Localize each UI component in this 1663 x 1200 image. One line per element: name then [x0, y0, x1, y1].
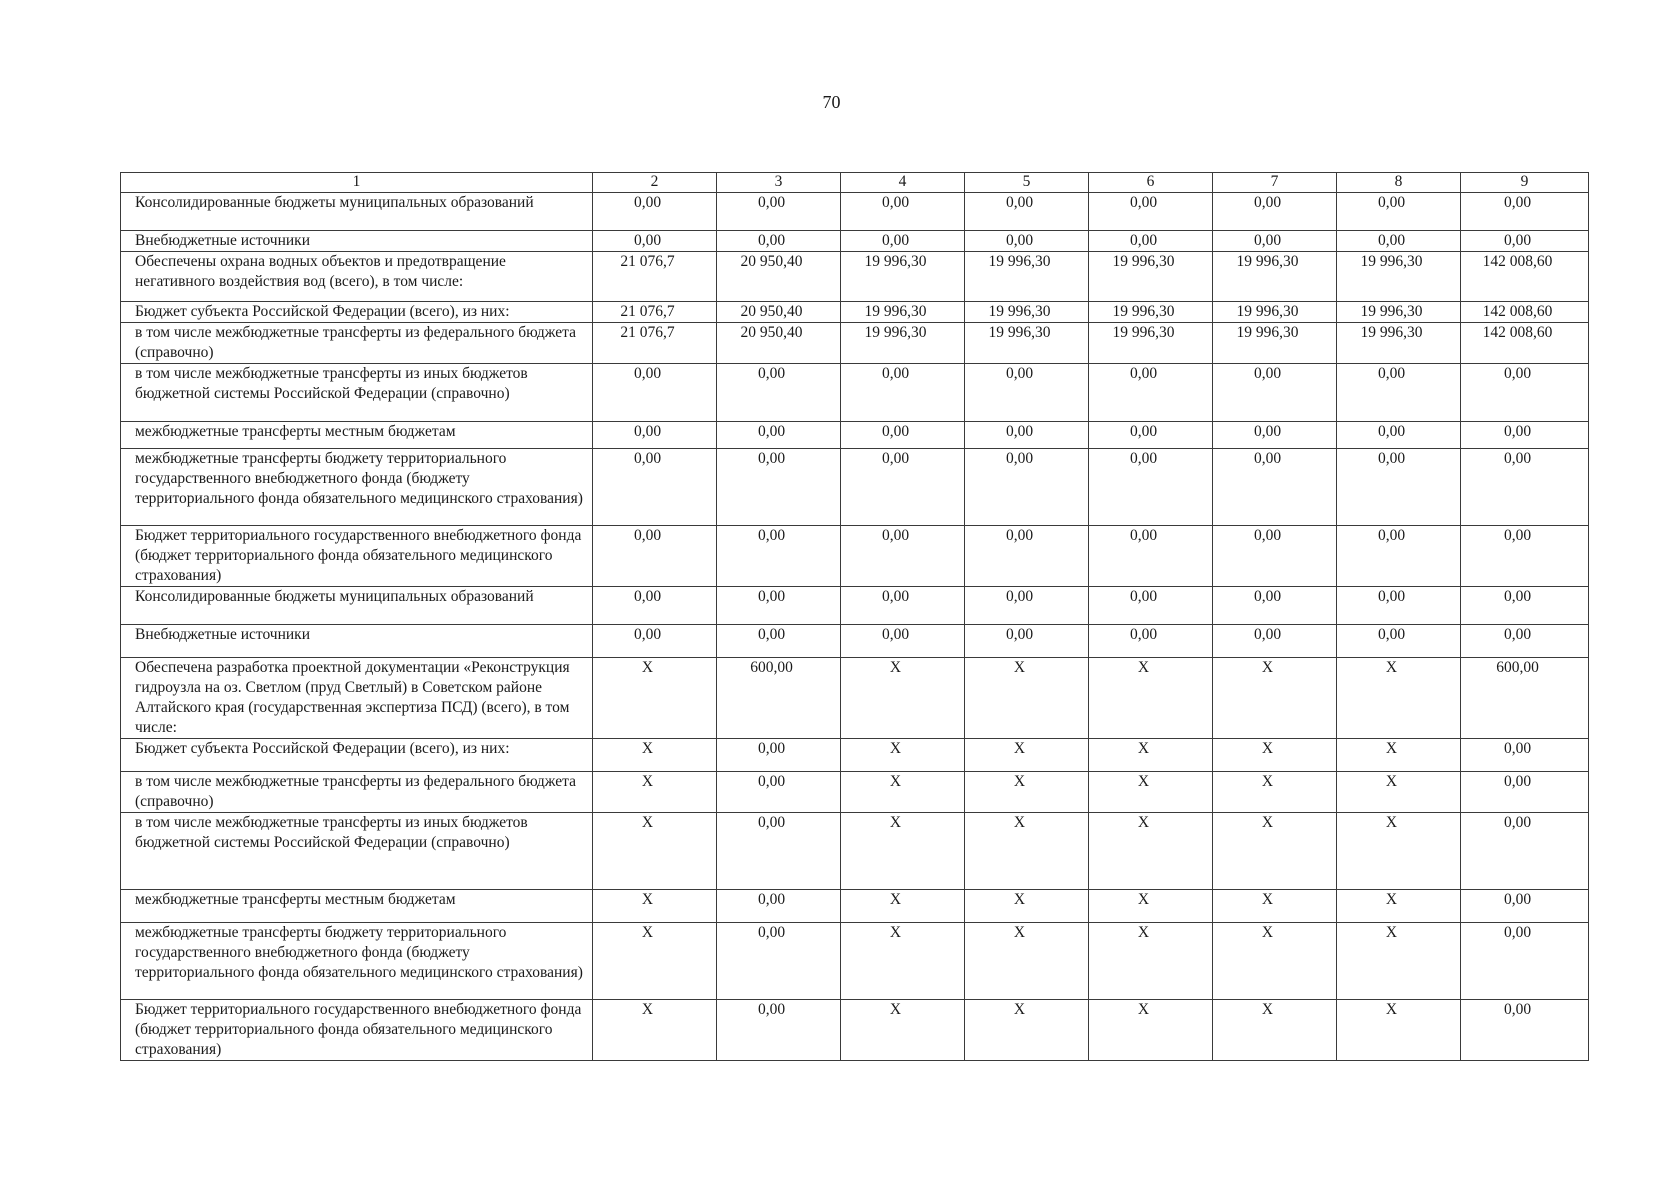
row-label: Внебюджетные источники: [121, 231, 593, 252]
value-cell: X: [841, 890, 965, 923]
value-cell: 0,00: [1461, 739, 1589, 772]
value-cell: 0,00: [1461, 625, 1589, 658]
value-cell: 19 996,30: [841, 323, 965, 364]
value-cell: 0,00: [1089, 449, 1213, 526]
value-cell: 21 076,7: [593, 302, 717, 323]
value-cell: 19 996,30: [1213, 302, 1337, 323]
row-label: Консолидированные бюджеты муниципальных образований: [121, 193, 593, 231]
value-cell: 0,00: [717, 364, 841, 422]
value-cell: X: [965, 1000, 1089, 1061]
value-cell: 0,00: [1337, 587, 1461, 625]
value-cell: 0,00: [593, 422, 717, 449]
value-cell: 0,00: [1213, 587, 1337, 625]
value-cell: 0,00: [1337, 193, 1461, 231]
row-label: межбюджетные трансферты местным бюджетам: [121, 890, 593, 923]
value-cell: X: [593, 772, 717, 813]
value-cell: 0,00: [841, 231, 965, 252]
value-cell: 0,00: [717, 890, 841, 923]
value-cell: 0,00: [1461, 422, 1589, 449]
value-cell: 0,00: [1089, 625, 1213, 658]
row-label: Бюджет территориального государственного внебюджетного фонда (бюджет территориального фонда обязательного медицинского страхования): [121, 526, 593, 587]
value-cell: 19 996,30: [1089, 323, 1213, 364]
value-cell: 19 996,30: [841, 252, 965, 302]
table-row: [121, 364, 1589, 422]
value-cell: 0,00: [841, 625, 965, 658]
table-row: [121, 422, 1589, 449]
value-cell: X: [965, 658, 1089, 739]
row-label: Обеспечена разработка проектной документации «Реконструкция гидроузла на оз. Светлом (пруд Светлый) в Советском районе Алтайского края (государственная экспертиза ПСД) (всего), в том числе:: [121, 658, 593, 739]
row-label: в том числе межбюджетные трансферты из федерального бюджета (справочно): [121, 772, 593, 813]
value-cell: X: [965, 813, 1089, 890]
value-cell: 21 076,7: [593, 252, 717, 302]
budget-table: [120, 172, 1589, 1061]
value-cell: X: [1213, 772, 1337, 813]
value-cell: X: [841, 813, 965, 890]
value-cell: 20 950,40: [717, 252, 841, 302]
value-cell: X: [593, 923, 717, 1000]
value-cell: X: [1089, 772, 1213, 813]
value-cell: 20 950,40: [717, 302, 841, 323]
value-cell: 0,00: [841, 193, 965, 231]
row-label: Бюджет субъекта Российской Федерации (всего), из них:: [121, 739, 593, 772]
table-row: [121, 890, 1589, 923]
value-cell: 19 996,30: [1213, 323, 1337, 364]
value-cell: 142 008,60: [1461, 302, 1589, 323]
value-cell: X: [965, 923, 1089, 1000]
value-cell: 0,00: [1461, 813, 1589, 890]
value-cell: 0,00: [1461, 231, 1589, 252]
table-row: [121, 302, 1589, 323]
column-header: 3: [717, 173, 841, 193]
value-cell: 21 076,7: [593, 323, 717, 364]
column-header: 7: [1213, 173, 1337, 193]
value-cell: 0,00: [1213, 231, 1337, 252]
value-cell: 0,00: [1461, 526, 1589, 587]
value-cell: 0,00: [1461, 587, 1589, 625]
value-cell: X: [1089, 813, 1213, 890]
value-cell: 0,00: [1089, 422, 1213, 449]
value-cell: 0,00: [717, 813, 841, 890]
value-cell: 0,00: [1337, 422, 1461, 449]
value-cell: 0,00: [593, 625, 717, 658]
value-cell: 0,00: [1089, 587, 1213, 625]
row-label: Бюджет территориального государственного внебюджетного фонда (бюджет территориального фонда обязательного медицинского страхования): [121, 1000, 593, 1061]
value-cell: 0,00: [965, 587, 1089, 625]
value-cell: 0,00: [717, 422, 841, 449]
value-cell: 0,00: [1461, 364, 1589, 422]
value-cell: 19 996,30: [1337, 323, 1461, 364]
value-cell: 19 996,30: [841, 302, 965, 323]
table-row: [121, 252, 1589, 302]
value-cell: 0,00: [965, 193, 1089, 231]
value-cell: 0,00: [1461, 1000, 1589, 1061]
value-cell: 0,00: [593, 449, 717, 526]
table-row: [121, 658, 1589, 739]
value-cell: X: [1337, 890, 1461, 923]
page-number: 70: [822, 92, 841, 112]
value-cell: 0,00: [1337, 231, 1461, 252]
column-header: 4: [841, 173, 965, 193]
value-cell: X: [1337, 923, 1461, 1000]
value-cell: 0,00: [965, 231, 1089, 252]
value-cell: 19 996,30: [1337, 302, 1461, 323]
value-cell: X: [841, 772, 965, 813]
row-label: в том числе межбюджетные трансферты из федерального бюджета (справочно): [121, 323, 593, 364]
value-cell: 0,00: [841, 587, 965, 625]
value-cell: 19 996,30: [1089, 302, 1213, 323]
value-cell: X: [1213, 739, 1337, 772]
value-cell: 0,00: [1089, 231, 1213, 252]
value-cell: 0,00: [1337, 364, 1461, 422]
value-cell: 0,00: [965, 625, 1089, 658]
value-cell: 142 008,60: [1461, 323, 1589, 364]
value-cell: 0,00: [717, 231, 841, 252]
column-header: 5: [965, 173, 1089, 193]
table-row: [121, 772, 1589, 813]
value-cell: 0,00: [717, 526, 841, 587]
table-row: [121, 193, 1589, 231]
column-header: 9: [1461, 173, 1589, 193]
value-cell: X: [1089, 923, 1213, 1000]
value-cell: 0,00: [841, 449, 965, 526]
value-cell: X: [965, 890, 1089, 923]
row-label: межбюджетные трансферты местным бюджетам: [121, 422, 593, 449]
value-cell: 0,00: [1213, 422, 1337, 449]
value-cell: 0,00: [1337, 625, 1461, 658]
value-cell: 600,00: [717, 658, 841, 739]
value-cell: X: [1337, 813, 1461, 890]
value-cell: 0,00: [593, 193, 717, 231]
value-cell: 0,00: [1461, 923, 1589, 1000]
value-cell: X: [841, 923, 965, 1000]
column-header: 1: [121, 173, 593, 193]
value-cell: X: [1337, 658, 1461, 739]
value-cell: 19 996,30: [965, 252, 1089, 302]
value-cell: X: [1213, 890, 1337, 923]
value-cell: X: [841, 658, 965, 739]
value-cell: 0,00: [717, 449, 841, 526]
value-cell: 0,00: [1461, 193, 1589, 231]
value-cell: X: [1337, 772, 1461, 813]
value-cell: X: [1089, 890, 1213, 923]
value-cell: 19 996,30: [1089, 252, 1213, 302]
value-cell: X: [1213, 923, 1337, 1000]
value-cell: 0,00: [593, 231, 717, 252]
value-cell: X: [1089, 1000, 1213, 1061]
value-cell: X: [593, 813, 717, 890]
table-row: [121, 449, 1589, 526]
column-header: 2: [593, 173, 717, 193]
value-cell: 0,00: [841, 364, 965, 422]
row-label: межбюджетные трансферты бюджету территориального государственного внебюджетного фонда (бюджету территориального фонда обязательного медицинского страхования): [121, 923, 593, 1000]
value-cell: 0,00: [717, 923, 841, 1000]
value-cell: 0,00: [1213, 364, 1337, 422]
value-cell: X: [841, 1000, 965, 1061]
value-cell: X: [841, 739, 965, 772]
value-cell: 0,00: [717, 1000, 841, 1061]
value-cell: 0,00: [1089, 193, 1213, 231]
value-cell: 0,00: [717, 193, 841, 231]
row-label: Бюджет субъекта Российской Федерации (всего), из них:: [121, 302, 593, 323]
column-header: 8: [1337, 173, 1461, 193]
table-row: [121, 526, 1589, 587]
value-cell: 0,00: [965, 364, 1089, 422]
value-cell: X: [593, 890, 717, 923]
value-cell: 0,00: [717, 587, 841, 625]
value-cell: 0,00: [1089, 364, 1213, 422]
table-row: [121, 231, 1589, 252]
value-cell: 0,00: [717, 625, 841, 658]
value-cell: X: [593, 658, 717, 739]
value-cell: X: [1337, 739, 1461, 772]
value-cell: 0,00: [1461, 449, 1589, 526]
row-label: межбюджетные трансферты бюджету территориального государственного внебюджетного фонда (бюджету территориального фонда обязательного медицинского страхования): [121, 449, 593, 526]
value-cell: X: [593, 739, 717, 772]
table-row: [121, 625, 1589, 658]
value-cell: X: [1213, 813, 1337, 890]
value-cell: X: [965, 739, 1089, 772]
row-label: Внебюджетные источники: [121, 625, 593, 658]
value-cell: 0,00: [717, 772, 841, 813]
value-cell: 0,00: [1337, 449, 1461, 526]
value-cell: 0,00: [1089, 526, 1213, 587]
value-cell: 0,00: [593, 587, 717, 625]
table-row: [121, 923, 1589, 1000]
row-label: в том числе межбюджетные трансферты из иных бюджетов бюджетной системы Российской Федерации (справочно): [121, 813, 593, 890]
value-cell: X: [1213, 1000, 1337, 1061]
row-label: в том числе межбюджетные трансферты из иных бюджетов бюджетной системы Российской Федерации (справочно): [121, 364, 593, 422]
table-body: [121, 173, 1589, 1061]
value-cell: 0,00: [717, 739, 841, 772]
value-cell: 20 950,40: [717, 323, 841, 364]
value-cell: 0,00: [1213, 193, 1337, 231]
value-cell: 0,00: [1213, 449, 1337, 526]
row-label: Обеспечены охрана водных объектов и предотвращение негативного воздействия вод (всего), в том числе:: [121, 252, 593, 302]
column-header: 6: [1089, 173, 1213, 193]
value-cell: 0,00: [593, 364, 717, 422]
value-cell: 0,00: [1461, 890, 1589, 923]
value-cell: 0,00: [965, 422, 1089, 449]
value-cell: 0,00: [1213, 526, 1337, 587]
row-label: Консолидированные бюджеты муниципальных образований: [121, 587, 593, 625]
value-cell: X: [1213, 658, 1337, 739]
table-row: [121, 739, 1589, 772]
value-cell: 19 996,30: [965, 302, 1089, 323]
value-cell: 0,00: [593, 526, 717, 587]
value-cell: X: [965, 772, 1089, 813]
value-cell: X: [1337, 1000, 1461, 1061]
value-cell: 0,00: [841, 422, 965, 449]
table-row: [121, 587, 1589, 625]
table-row: [121, 323, 1589, 364]
value-cell: 0,00: [965, 526, 1089, 587]
table-row: [121, 1000, 1589, 1061]
value-cell: 0,00: [1337, 526, 1461, 587]
value-cell: X: [1089, 658, 1213, 739]
value-cell: 19 996,30: [965, 323, 1089, 364]
value-cell: 19 996,30: [1337, 252, 1461, 302]
value-cell: 0,00: [965, 449, 1089, 526]
value-cell: 19 996,30: [1213, 252, 1337, 302]
value-cell: X: [593, 1000, 717, 1061]
value-cell: 0,00: [841, 526, 965, 587]
value-cell: 0,00: [1213, 625, 1337, 658]
value-cell: 600,00: [1461, 658, 1589, 739]
value-cell: 142 008,60: [1461, 252, 1589, 302]
value-cell: X: [1089, 739, 1213, 772]
value-cell: 0,00: [1461, 772, 1589, 813]
column-header-row: [121, 173, 1589, 193]
table-row: [121, 813, 1589, 890]
